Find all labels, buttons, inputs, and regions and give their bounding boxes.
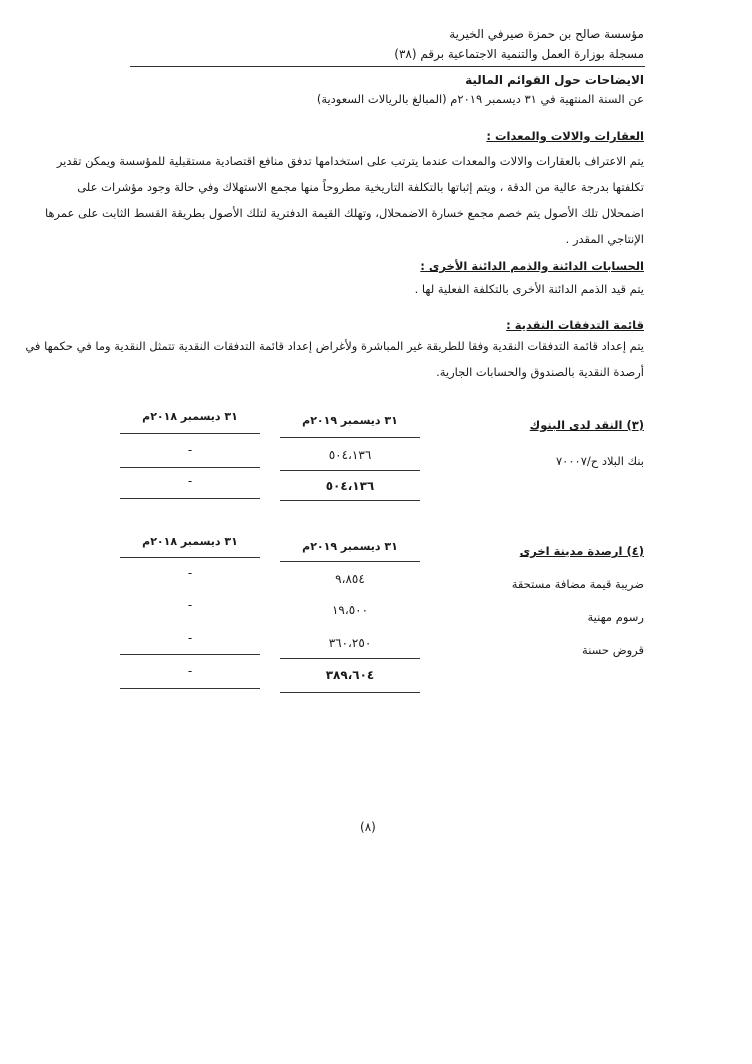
note4-row-label: قروض حسنة (582, 643, 644, 657)
note3-title: (٣) النقد لدى البنوك (529, 418, 644, 432)
org-name: مؤسسة صالح بن حمزة صيرفي الخيرية (449, 27, 644, 41)
section-text-payables: يتم قيد الذمم الدائنة الأخرى بالتكلفة الفعلية لها . (414, 282, 644, 296)
page-number: (٨) (360, 820, 376, 834)
registration-line: مسجلة بوزارة العمل والتنمية الاجتماعية برقم (٣٨) (394, 47, 644, 61)
text-line: تكلفتها بدرجة عالية من الدقة ، ويتم إثباتها بالتكلفة التاريخية مطروحاً منها مجمع الاستهلاك وفي حالة وجود مؤشرات على (77, 180, 644, 194)
note4-row-2019: ١٩،٥٠٠ (331, 603, 369, 617)
note3-row-2019: ٥٠٤،١٣٦ (328, 448, 372, 462)
note4-header-rule (280, 561, 420, 562)
section-heading-payables: الحسابات الدائنة والذمم الدائنة الأخرى : (420, 259, 644, 273)
note4-subtotal-rule (120, 654, 260, 655)
note4-row-2018: - (187, 566, 193, 580)
note3-header-rule (120, 433, 260, 434)
note3-total-2018: - (187, 474, 193, 488)
section-text-property (44, 148, 644, 252)
note3-row-2018: - (187, 443, 193, 457)
note4-row-2019: ٩،٨٥٤ (335, 572, 365, 586)
note3-row-label: بنك البلاد ح/٧٠٠٠٧ (555, 454, 644, 468)
note4-row-2019: ٣٦٠،٢٥٠ (328, 636, 372, 650)
note3-total-rule (280, 500, 420, 501)
note4-col-2019: ٣١ ديسمبر ٢٠١٩م (302, 540, 398, 553)
note4-total-rule (280, 692, 420, 693)
note4-col-2018: ٣١ ديسمبر ٢٠١٨م (142, 535, 238, 548)
note4-row-label: رسوم مهنية (587, 610, 644, 624)
note3-total-2019: ٥٠٤،١٣٦ (325, 479, 375, 493)
note4-row-2018: - (187, 598, 193, 612)
note4-total-2018: - (187, 664, 193, 678)
section-heading-property: العقارات والالات والمعدات : (486, 129, 644, 143)
section-heading-cashflow: قائمة التدفقات النقدية : (506, 318, 644, 332)
note4-total-2019: ٣٨٩،٦٠٤ (325, 668, 375, 682)
section-text-cashflow (25, 333, 644, 385)
header-divider (130, 66, 645, 67)
text-line: اضمحلال تلك الأصول يتم خصم مجمع خسارة الاضمحلال، وتهلك القيمة الدفترية لتلك الأصول بطريقة القسط الثابت على عمرها (44, 206, 644, 220)
page-subtitle: عن السنة المنتهية في ٣١ ديسمبر ٢٠١٩م (المبالغ بالريالات السعودية) (316, 92, 644, 106)
note4-total-rule (120, 688, 260, 689)
text-line: أرصدة النقدية بالصندوق والحسابات الجارية. (436, 365, 644, 379)
page-title: الايضاحات حول القوائم المالية (465, 73, 644, 87)
note3-subtotal-rule (280, 470, 420, 471)
note4-subtotal-rule (280, 658, 420, 659)
note3-subtotal-rule (120, 467, 260, 468)
note4-row-label: ضريبة قيمة مضافة مستحقة (511, 577, 644, 591)
text-line: يتم الاعتراف بالعقارات والالات والمعدات عندما يترتب على استخدامها تدفق منافع اقتصادية مستقبلية للمؤسسة ويمكن تقدير (56, 154, 644, 168)
note4-title: (٤) ارصدة مدينة اخرى (519, 544, 644, 558)
note4-header-rule (120, 557, 260, 558)
note4-row-2018: - (187, 631, 193, 645)
note3-col-2019: ٣١ ديسمبر ٢٠١٩م (302, 414, 398, 427)
text-line: الإنتاجي المقدر . (565, 232, 644, 246)
note3-header-rule (280, 437, 420, 438)
text-line: يتم إعداد قائمة التدفقات النقدية وفقا للطريقة غير المباشرة ولأغراض إعداد قائمة التدفقات النقدية تتمثل النقدية وما في حكمها في (25, 339, 644, 353)
note3-total-rule (120, 498, 260, 499)
note3-col-2018: ٣١ ديسمبر ٢٠١٨م (142, 410, 238, 423)
